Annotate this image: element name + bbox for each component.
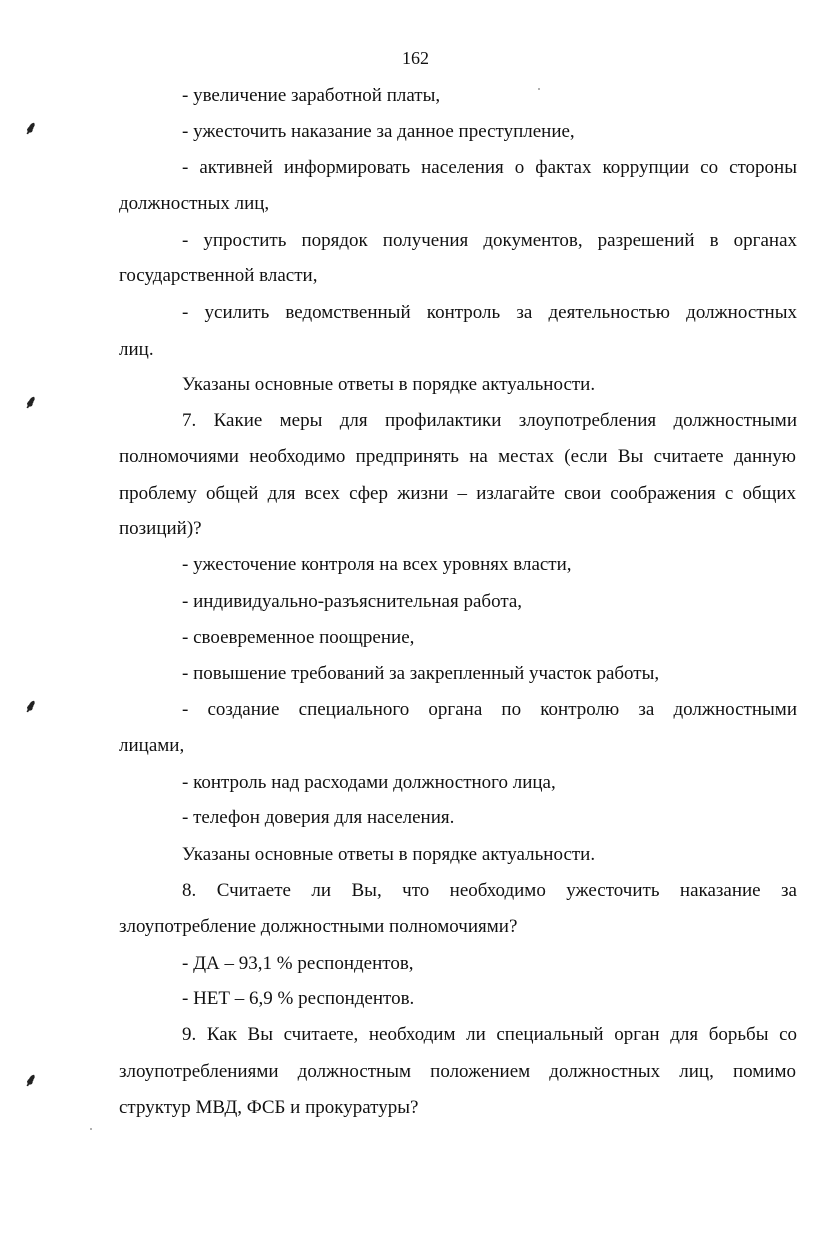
text-line: государственной власти, <box>119 265 318 286</box>
text-line: - НЕТ – 6,9 % респондентов. <box>182 988 415 1009</box>
text-line: злоупотреблениями должностным положением должностных лиц, помимо <box>119 1061 796 1082</box>
margin-mark: ⸙ <box>24 118 38 138</box>
text-line: - активней информировать населения о фактах коррупции со стороны <box>182 157 797 178</box>
text-line: - повышение требований за закрепленный участок работы, <box>182 663 660 684</box>
text-line: злоупотребление должностными полномочиями? <box>119 916 518 937</box>
text-line: - своевременное поощрение, <box>182 627 415 648</box>
margin-mark: ⸙ <box>24 696 38 716</box>
text-line: Указаны основные ответы в порядке актуальности. <box>182 374 596 395</box>
text-line: - ДА – 93,1 % респондентов, <box>182 953 414 974</box>
page-number: 162 <box>402 48 429 68</box>
text-line: полномочиями необходимо предпринять на местах (если Вы считаете данную <box>119 446 796 467</box>
text-line: - контроль над расходами должностного лица, <box>182 772 556 793</box>
text-line: Указаны основные ответы в порядке актуальности. <box>182 844 596 865</box>
text-line: проблему общей для всех сфер жизни – излагайте свои соображения с общих <box>119 483 796 504</box>
text-line: - ужесточение контроля на всех уровнях власти, <box>182 554 572 575</box>
text-line: лицами, <box>119 735 185 756</box>
text-line: 8. Считаете ли Вы, что необходимо ужесточить наказание за <box>182 880 797 901</box>
margin-mark: ⸙ <box>24 392 38 412</box>
text-line: - увеличение заработной платы, <box>182 85 441 106</box>
text-line: 9. Как Вы считаете, необходим ли специальный орган для борьбы со <box>182 1024 797 1045</box>
text-line: должностных лиц, <box>119 193 270 214</box>
text-line: лиц. <box>119 339 154 360</box>
text-line: - телефон доверия для населения. <box>182 807 455 828</box>
text-line: - создание специального органа по контролю за должностными <box>182 699 797 720</box>
scan-speck <box>90 1128 92 1130</box>
text-line: - усилить ведомственный контроль за деятельностью должностных <box>182 302 797 323</box>
text-line: структур МВД, ФСБ и прокуратуры? <box>119 1097 419 1118</box>
scan-speck <box>538 88 540 90</box>
text-line: позиций)? <box>119 518 202 539</box>
text-line: 7. Какие меры для профилактики злоупотребления должностными <box>182 410 797 431</box>
margin-mark: ⸙ <box>24 1070 38 1090</box>
text-line: - упростить порядок получения документов, разрешений в органах <box>182 230 797 251</box>
text-line: - ужесточить наказание за данное преступление, <box>182 121 575 142</box>
text-line: - индивидуально-разъяснительная работа, <box>182 591 523 612</box>
